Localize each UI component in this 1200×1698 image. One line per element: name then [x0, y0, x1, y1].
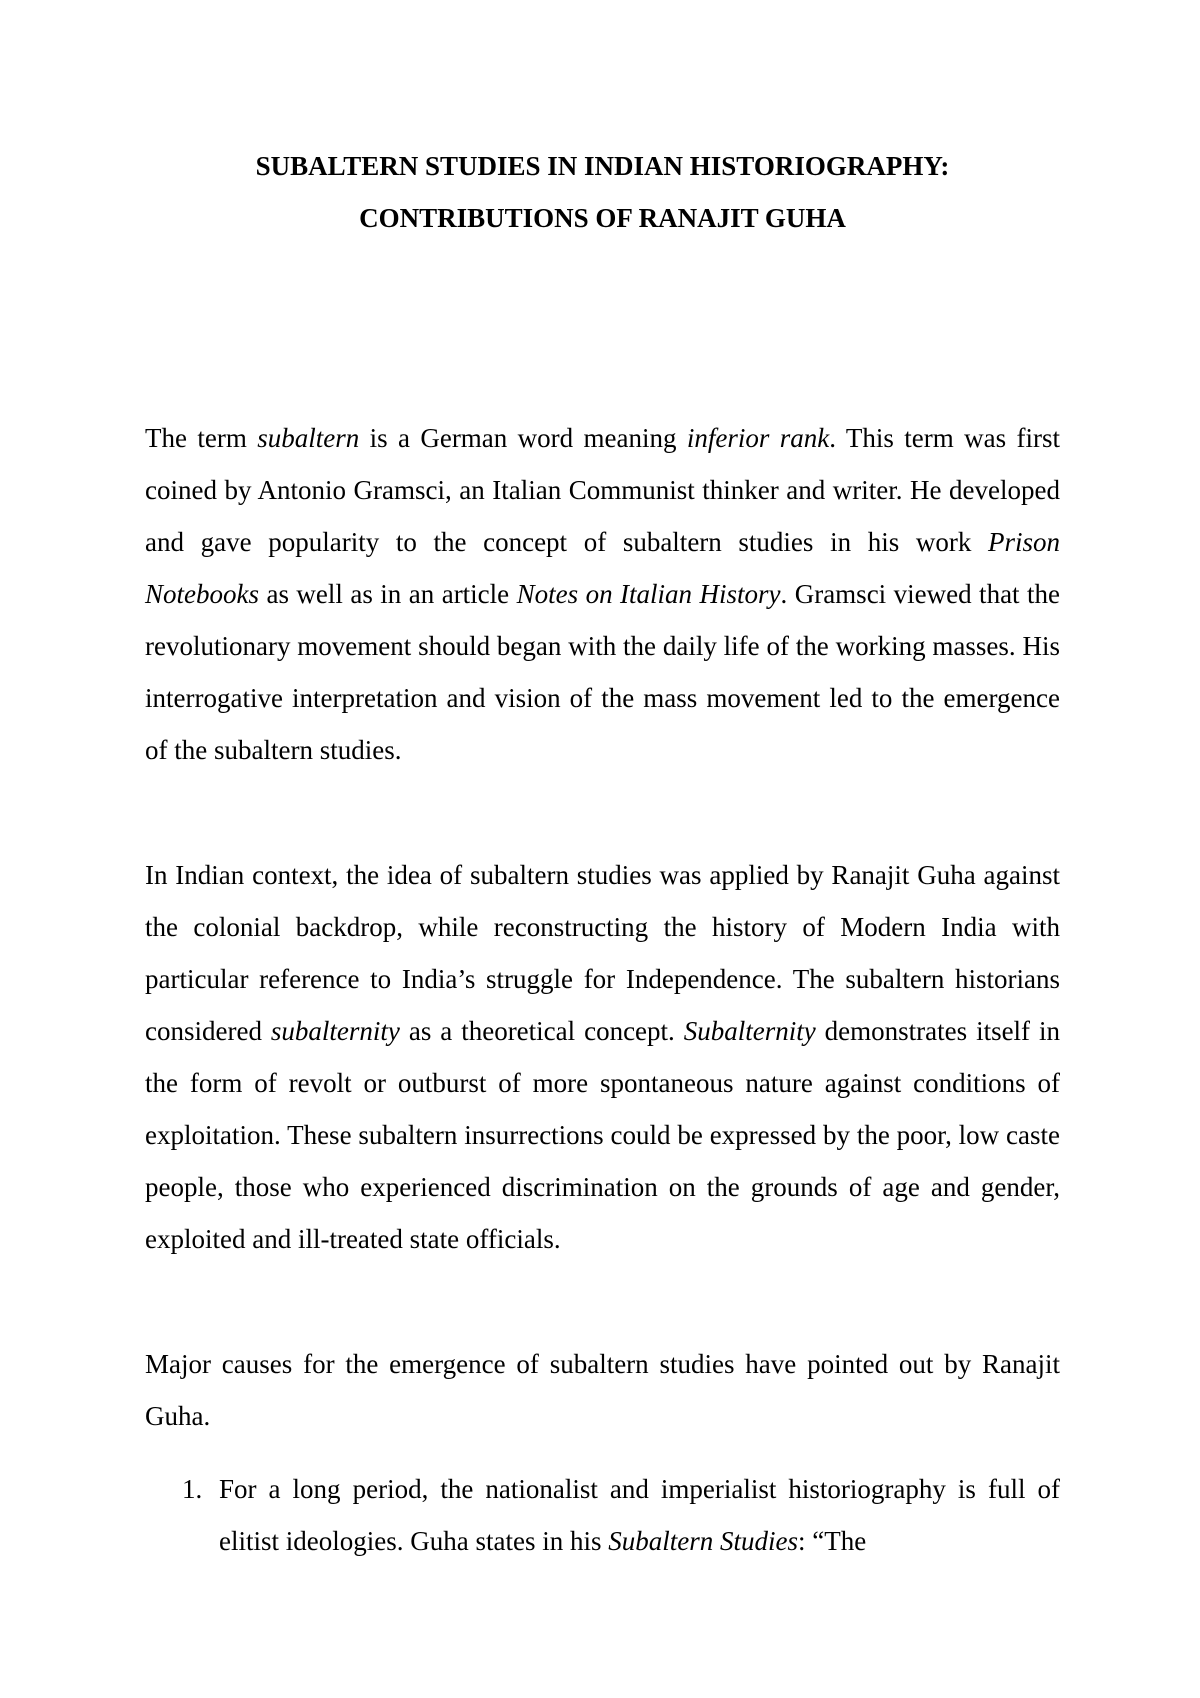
paragraph-1-text: as well as in an article [259, 579, 517, 609]
italic-title-prison-notebooks: Prison Notebooks [145, 527, 1060, 609]
paragraph-1-text: The term [145, 423, 258, 453]
paragraph-2-text: demonstrates itself in the form of revolt or outburst of more spontaneous nature against conditions of exploitation. These subaltern insurrections could be expressed by the poor, low caste people, those who experienced discrimination on the grounds of age and gender, exploited and ill-treated state officials. [145, 1016, 1060, 1254]
paragraph-1-text: . Gramsci viewed that the revolutionary movement should began with the daily life of the working masses. His interrogative interpretation and vision of the mass movement led to the emergence of the subaltern studies. [145, 579, 1060, 765]
italic-term-subalternity-capitalized: Subalternity [683, 1016, 816, 1046]
paragraph-1-text: . This term was first coined by Antonio Gramsci, an Italian Communist thinker and writer. He developed and gave popularity to the concept of subaltern studies in his work [145, 423, 1060, 557]
paragraph-1 [145, 412, 1060, 776]
list-item-1 [145, 1463, 1060, 1567]
italic-title-notes-on-italian-history: Notes on Italian History [516, 579, 781, 609]
numbered-list [145, 1463, 1060, 1567]
paragraph-1-text: is a German word meaning [359, 423, 687, 453]
italic-term-inferior-rank: inferior rank [686, 423, 830, 453]
list-item-text: : “The [797, 1526, 867, 1556]
list-item-number: 1. [182, 1474, 203, 1504]
paragraph-2 [145, 849, 1060, 1265]
italic-term-subalternity: subalternity [270, 1016, 400, 1046]
document-title-line-1: SUBALTERN STUDIES IN INDIAN HISTORIOGRAPHY: [255, 151, 950, 181]
paragraph-3: Major causes for the emergence of subaltern studies have pointed out by Ranajit Guha. [145, 1349, 1060, 1431]
document-title-line-2: CONTRIBUTIONS OF RANAJIT GUHA [359, 203, 846, 233]
list-item-text: For a long period, the nationalist and imperialist historiography is full of elitist ideologies. Guha states in his [219, 1474, 1060, 1556]
italic-title-subaltern-studies: Subaltern Studies [608, 1526, 798, 1556]
paragraph-2-text: In Indian context, the idea of subaltern studies was applied by Ranajit Guha against the colonial backdrop, while reconstructing the history of Modern India with particular reference to India’s struggle for Independence. The subaltern historians considered [145, 860, 1060, 1046]
italic-term-subaltern: subaltern [257, 423, 360, 453]
paragraph-2-text: as a theoretical concept. [399, 1016, 684, 1046]
